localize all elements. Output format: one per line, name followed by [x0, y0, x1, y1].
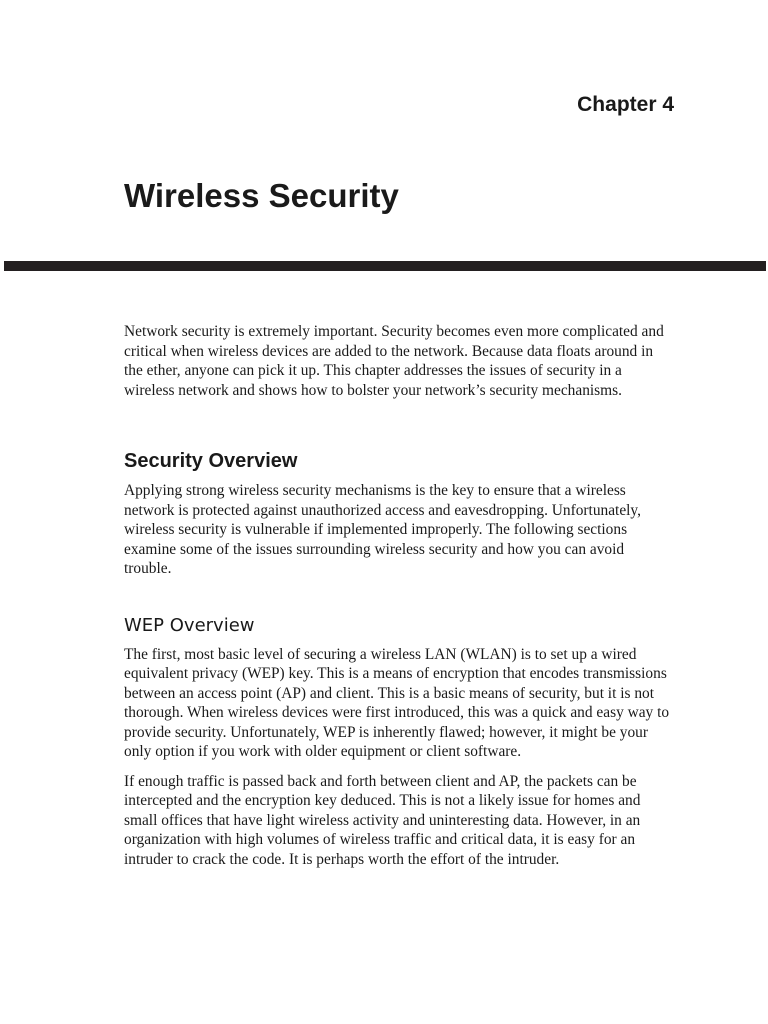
wep-overview-paragraph-1: The first, most basic level of securing a wireless LAN (WLAN) is to set up a wired equivalent privacy (WEP) key. This is a means of encryption that encodes transmissions between an access point (AP) and client. This is a basic means of security, but it is not thorough. When wireless devices were first introduced, this was a quick and easy way to provide security. Unfortunately, WEP is inherently flawed; however, it might be your only option if you work with older equipment or client software.	[124, 645, 670, 760]
section-heading-security-overview: Security Overview	[124, 450, 298, 472]
title-divider	[4, 261, 766, 271]
chapter-label: Chapter 4	[577, 93, 674, 116]
section-heading-wep-overview: WEP Overview	[124, 614, 255, 636]
intro-paragraph: Network security is extremely important. Security becomes even more complicated and critical when wireless devices are added to the network. Because data floats around in the ether, anyone can pick it up. This chapter addresses the issues of security in a wireless network and shows how to bolster your network’s security mechanisms.	[124, 323, 664, 399]
wep-overview-paragraph-2: If enough traffic is passed back and forth between client and AP, the packets can be intercepted and the encryption key deduced. This is not a likely issue for homes and small offices that have light wireless activity and uninteresting data. However, in an organization with high volumes of wireless traffic and critical data, it is easy for an intruder to crack the code. It is perhaps worth the effort of the intruder.	[124, 772, 641, 868]
chapter-body	[124, 322, 674, 869]
security-overview-paragraph: Applying strong wireless security mechanisms is the key to ensure that a wireless network is protected against unauthorized access and eavesdropping. Unfortunately, wireless security is vulnerable if implemented improperly. The following sections examine some of the issues surrounding wireless security and how you can avoid trouble.	[124, 482, 641, 577]
chapter-title: Wireless Security	[124, 177, 399, 214]
